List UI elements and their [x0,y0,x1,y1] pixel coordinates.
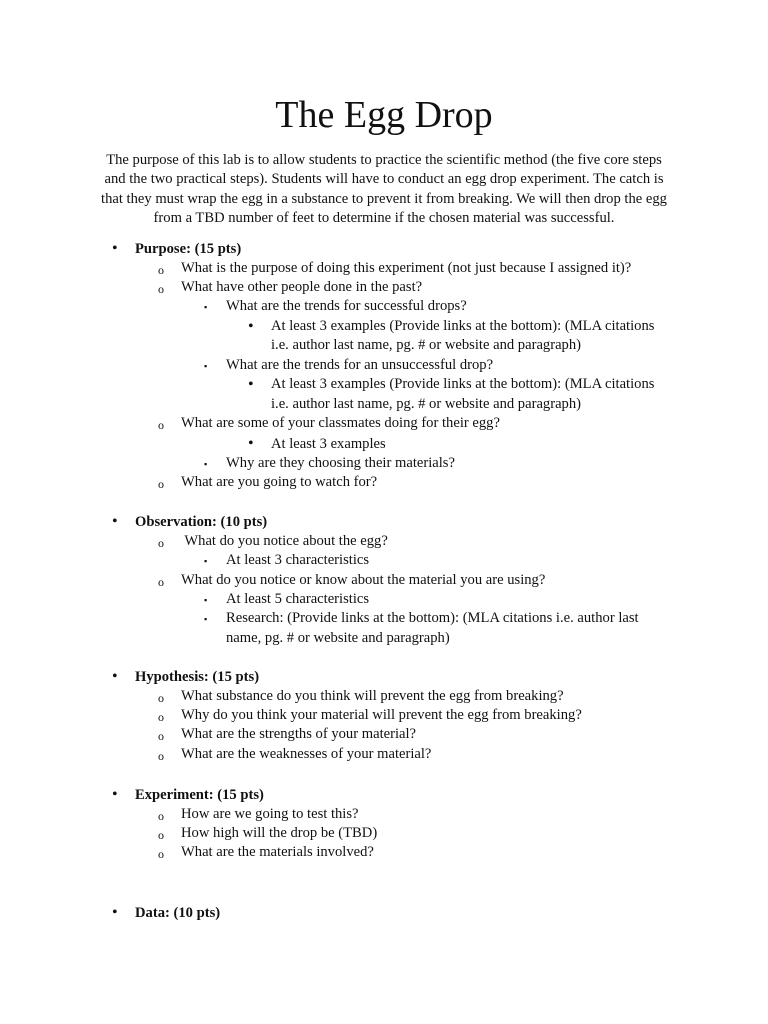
list-item: Why do you think your material will prevent the egg from breaking? [181,707,582,723]
circle-marker: o [158,828,164,842]
list-item: What do you notice about the egg? [181,533,388,549]
list-item: i.e. author last name, pg. # or website and paragraph) [271,337,582,353]
square-marker: ▪ [204,459,208,469]
circle-marker: o [158,691,164,705]
list-item: What are the materials involved? [181,844,374,860]
bullet-marker: • [112,904,118,921]
list-item: What are the trends for successful drops? [226,298,467,314]
intro-line: from a TBD number of feet to determine if the chosen material was successful. [153,209,615,226]
circle-marker: o [158,847,164,861]
list-item: name, pg. # or website and paragraph) [226,630,450,646]
list-item: What substance do you think will prevent the egg from breaking? [181,688,564,704]
section-heading: Data: (10 pts) [135,905,221,921]
circle-marker: o [158,710,164,724]
square-marker: ▪ [204,361,208,371]
list-item: At least 3 examples (Provide links at the bottom): (MLA citations [271,318,655,334]
list-item: At least 3 examples [271,436,386,452]
bullet-marker: • [248,376,254,393]
circle-marker: o [158,418,164,432]
circle-marker: o [158,809,164,823]
list-item: Research: (Provide links at the bottom): (MLA citations i.e. author last [226,610,639,626]
list-item: At least 3 characteristics [226,552,370,568]
bullet-marker: • [112,668,118,685]
list-item: Why are they choosing their materials? [226,455,455,471]
list-item: What are the trends for an unsuccessful drop? [226,357,494,373]
list-item: What are some of your classmates doing for their egg? [181,415,500,431]
list-item: What do you notice or know about the material you are using? [181,572,546,588]
circle-marker: o [158,282,164,296]
list-item: At least 3 examples (Provide links at the bottom): (MLA citations [271,376,655,392]
list-item: i.e. author last name, pg. # or website and paragraph) [271,396,582,412]
square-marker: ▪ [204,302,208,312]
section-heading: Observation: (10 pts) [135,514,268,530]
circle-marker: o [158,263,164,277]
circle-marker: o [158,729,164,743]
square-marker: ▪ [204,595,208,605]
bullet-marker: • [112,240,118,257]
list-item: What are you going to watch for? [181,474,378,490]
section-heading: Experiment: (15 pts) [135,787,264,803]
list-item: How high will the drop be (TBD) [181,825,378,841]
bullet-marker: • [248,435,254,452]
list-item: How are we going to test this? [181,806,359,822]
intro-line: that they must wrap the egg in a substance to prevent it from breaking. We will then drop the egg [101,190,667,207]
page-title: The Egg Drop [275,94,493,136]
section-heading: Purpose: (15 pts) [135,241,242,257]
list-item: What are the strengths of your material? [181,726,417,742]
bullet-marker: • [112,786,118,803]
intro-line: and the two practical steps). Students will have to conduct an egg drop experiment. The catch is [104,171,664,188]
square-marker: ▪ [204,556,208,566]
circle-marker: o [158,477,164,491]
circle-marker: o [158,749,164,763]
square-marker: ▪ [204,614,208,624]
list-item: At least 5 characteristics [226,591,370,607]
intro-paragraph [84,151,684,228]
bullet-marker: • [248,318,254,335]
circle-marker: o [158,575,164,589]
circle-marker: o [158,536,164,550]
list-item: What is the purpose of doing this experiment (not just because I assigned it)? [181,260,632,276]
list-item: What are the weaknesses of your material? [181,746,432,762]
section-heading: Hypothesis: (15 pts) [135,669,260,685]
list-item: What have other people done in the past? [181,279,423,295]
intro-line: The purpose of this lab is to allow students to practice the scientific method (the five core steps [106,152,662,168]
bullet-marker: • [112,513,118,530]
